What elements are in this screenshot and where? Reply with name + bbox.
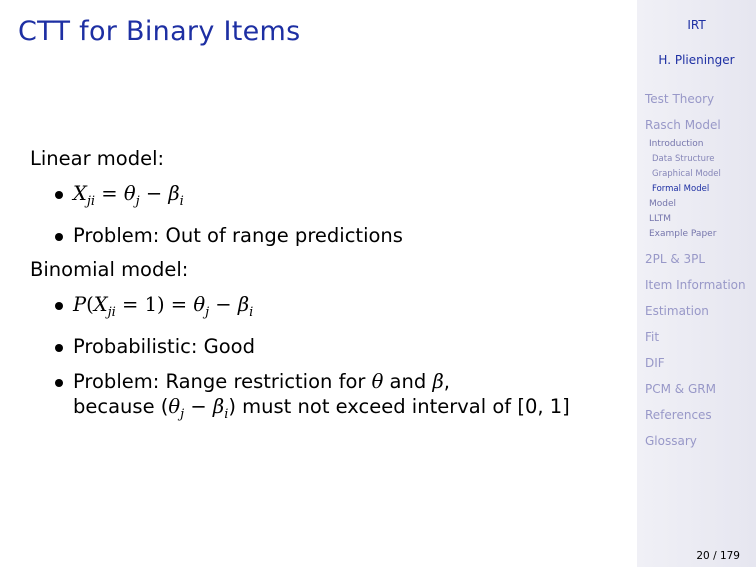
binomial-bullet-1: [30, 288, 570, 330]
sidebar-section-dif[interactable]: DIF: [645, 356, 665, 370]
sidebar-subsection-example-paper[interactable]: Example Paper: [649, 229, 717, 239]
slide-content: [30, 142, 570, 428]
bullet-icon: [55, 233, 63, 241]
sidebar-section-test-theory[interactable]: Test Theory: [645, 92, 715, 106]
binomial-problem-text: Problem: Range restriction for θ and β,: [73, 369, 450, 393]
binomial-formula: $P(X_{ji} = 1) = \theta_j - \beta_i$: [73, 292, 254, 320]
linear-formula: $X_{ji} = \theta_j - \beta_i$: [73, 181, 184, 209]
sidebar-subsection-introduction[interactable]: Introduction: [649, 139, 704, 149]
sidebar-subsubsection-formal-model[interactable]: Formal Model: [652, 184, 710, 194]
sidebar-section-2pl-3pl[interactable]: 2PL & 3PL: [645, 252, 706, 266]
binomial-probabilistic-text: Probabilistic: Good: [73, 335, 255, 359]
sidebar-section-estimation[interactable]: Estimation: [645, 304, 709, 318]
sidebar-section-rasch-model[interactable]: Rasch Model: [645, 118, 721, 132]
sidebar-section-references[interactable]: References: [645, 408, 712, 422]
sidebar-author[interactable]: H. Plieninger: [658, 53, 735, 67]
sidebar-subsubsection-data-structure[interactable]: Data Structure: [652, 154, 715, 164]
slide-title: CTT for Binary Items: [18, 16, 301, 47]
binomial-problem-continuation: because $(\theta_j - \beta_i)$ must not exceed interval of [0, 1]: [73, 395, 570, 423]
linear-bullet-1: [30, 177, 570, 219]
linear-problem-text: Problem: Out of range predictions: [73, 223, 403, 247]
linear-bullet-2: [30, 219, 570, 254]
bullet-icon: [55, 302, 63, 310]
sidebar-section-item-information[interactable]: Item Information: [645, 278, 746, 292]
binomial-bullet-3: [30, 365, 570, 400]
sidebar-subsection-model[interactable]: Model: [649, 199, 677, 209]
sidebar-section-pcm-grm[interactable]: PCM & GRM: [645, 382, 716, 396]
linear-model-label: Linear model:: [30, 147, 165, 170]
sidebar-subsubsection-graphical-model[interactable]: Graphical Model: [652, 169, 721, 179]
bullet-icon: [55, 191, 63, 199]
navigation-sidebar: [637, 0, 756, 567]
sidebar-section-fit[interactable]: Fit: [645, 330, 660, 344]
binomial-bullet-2: [30, 330, 570, 365]
bullet-icon: [55, 379, 63, 387]
sidebar-subsection-lltm[interactable]: LLTM: [649, 214, 672, 224]
binomial-model-label: Binomial model:: [30, 258, 189, 282]
sidebar-section-glossary[interactable]: Glossary: [645, 434, 697, 448]
sidebar-title[interactable]: IRT: [687, 18, 706, 32]
page-number: 20 / 179: [696, 550, 740, 562]
bullet-icon: [55, 344, 63, 352]
